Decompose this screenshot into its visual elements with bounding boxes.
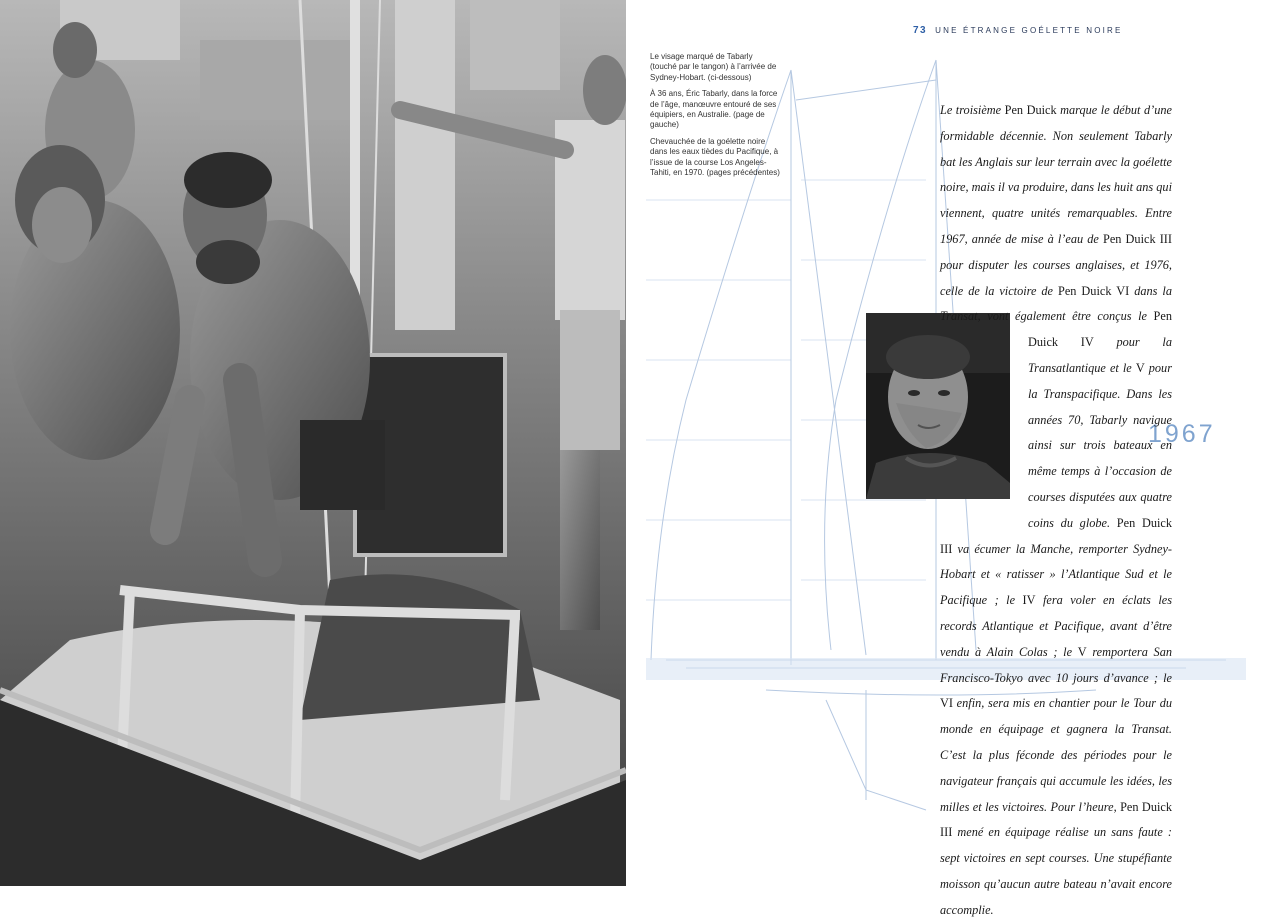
- boat-name: Pen Duick: [1004, 103, 1057, 117]
- boat-name: Pen Duick III: [1102, 231, 1172, 246]
- boat-name: Pen Duick VI: [1058, 283, 1130, 298]
- crew-photo-illustration: [0, 0, 626, 886]
- chapter-title: UNE ÉTRANGE GOÉLETTE NOIRE: [935, 26, 1123, 35]
- page-number: 73: [913, 25, 928, 36]
- boat-name: VI: [940, 696, 953, 711]
- text-run: pour la Transatlantique et le: [1028, 335, 1172, 375]
- text-run: enfin, sera mis en chantier pour le Tour du monde en équipage et gagnera la Transat. C’est la plus féconde des périodes pour le navigateur français qui accumule les idées, les milles et les victoires. Pour l’heure,: [940, 696, 1172, 814]
- boat-name: Pen Duick IV: [1028, 309, 1172, 350]
- text-page: [626, 0, 1262, 917]
- caption-previous-pages: Chevauchée de la goélette noire dans les eaux tièdes du Pacifique, à l’issue de la course Los Angeles-Tahiti, en 1970. (pages précédentes): [650, 136, 780, 178]
- text-run: dans la Transat, vont également être conçus le: [940, 283, 1172, 324]
- text-run: fera voler en éclats les records Atlantique et Pacifique, avant d’être vendu à Alain Colas ; le: [940, 593, 1172, 659]
- text-run: pour disputer les courses anglaises, et 1976, celle de la victoire de: [940, 257, 1172, 298]
- caption-portrait: Le visage marqué de Tabarly (touché par le tangon) à l’arrivée de Sydney-Hobart. (ci-dessous): [650, 52, 777, 82]
- photo-captions: [650, 52, 780, 184]
- boat-name: V: [1135, 360, 1145, 375]
- text-run: va écumer la Manche, remporter Sydney-Hobart et « ratisser » l’Atlantique Sud et le Pacifique ; le: [940, 541, 1172, 608]
- text-run: mené en équipage réalise un sans faute : sept victoires en sept courses. Une stupéfiante moisson qu’aucun autre bateau n’avait encore accomplie.: [940, 825, 1172, 917]
- body-text: [940, 98, 1172, 924]
- caption-left-page: À 36 ans, Éric Tabarly, dans la force de l’âge, manœuvre entouré de ses équipiers, en Australie. (page de gauche): [650, 89, 778, 130]
- boat-name: Pen Duick III: [940, 799, 1172, 840]
- boat-name: V: [1077, 644, 1087, 659]
- portrait-wrap-space: [866, 336, 1010, 524]
- body-paragraph: [940, 98, 1172, 924]
- running-head: [913, 25, 1123, 36]
- boat-name: Pen Duick III: [940, 515, 1172, 556]
- text-run: marque le début d’une formidable décennie. Non seulement Tabarly bat les Anglais sur leur terrain avec la goélette noire, mais il va produire, dans les huit ans qui viennent, quatre unités remarquables. Entre 1967, année de mise à l’eau de: [940, 103, 1173, 246]
- year-marker: 1967: [1148, 420, 1216, 448]
- text-run: remportera San Francisco-Tokyo avec 10 jours d’avance ; le: [940, 644, 1173, 685]
- text-run: Le troisième: [940, 103, 1005, 117]
- text-run: pour la Transpacifique. Dans les années 70, Tabarly navigue ainsi sur trois bateaux en même temps à l’occasion de courses disputées aux quatre coins du globe.: [1028, 360, 1172, 530]
- boat-name: IV: [1022, 593, 1036, 608]
- crew-photo: [0, 0, 626, 886]
